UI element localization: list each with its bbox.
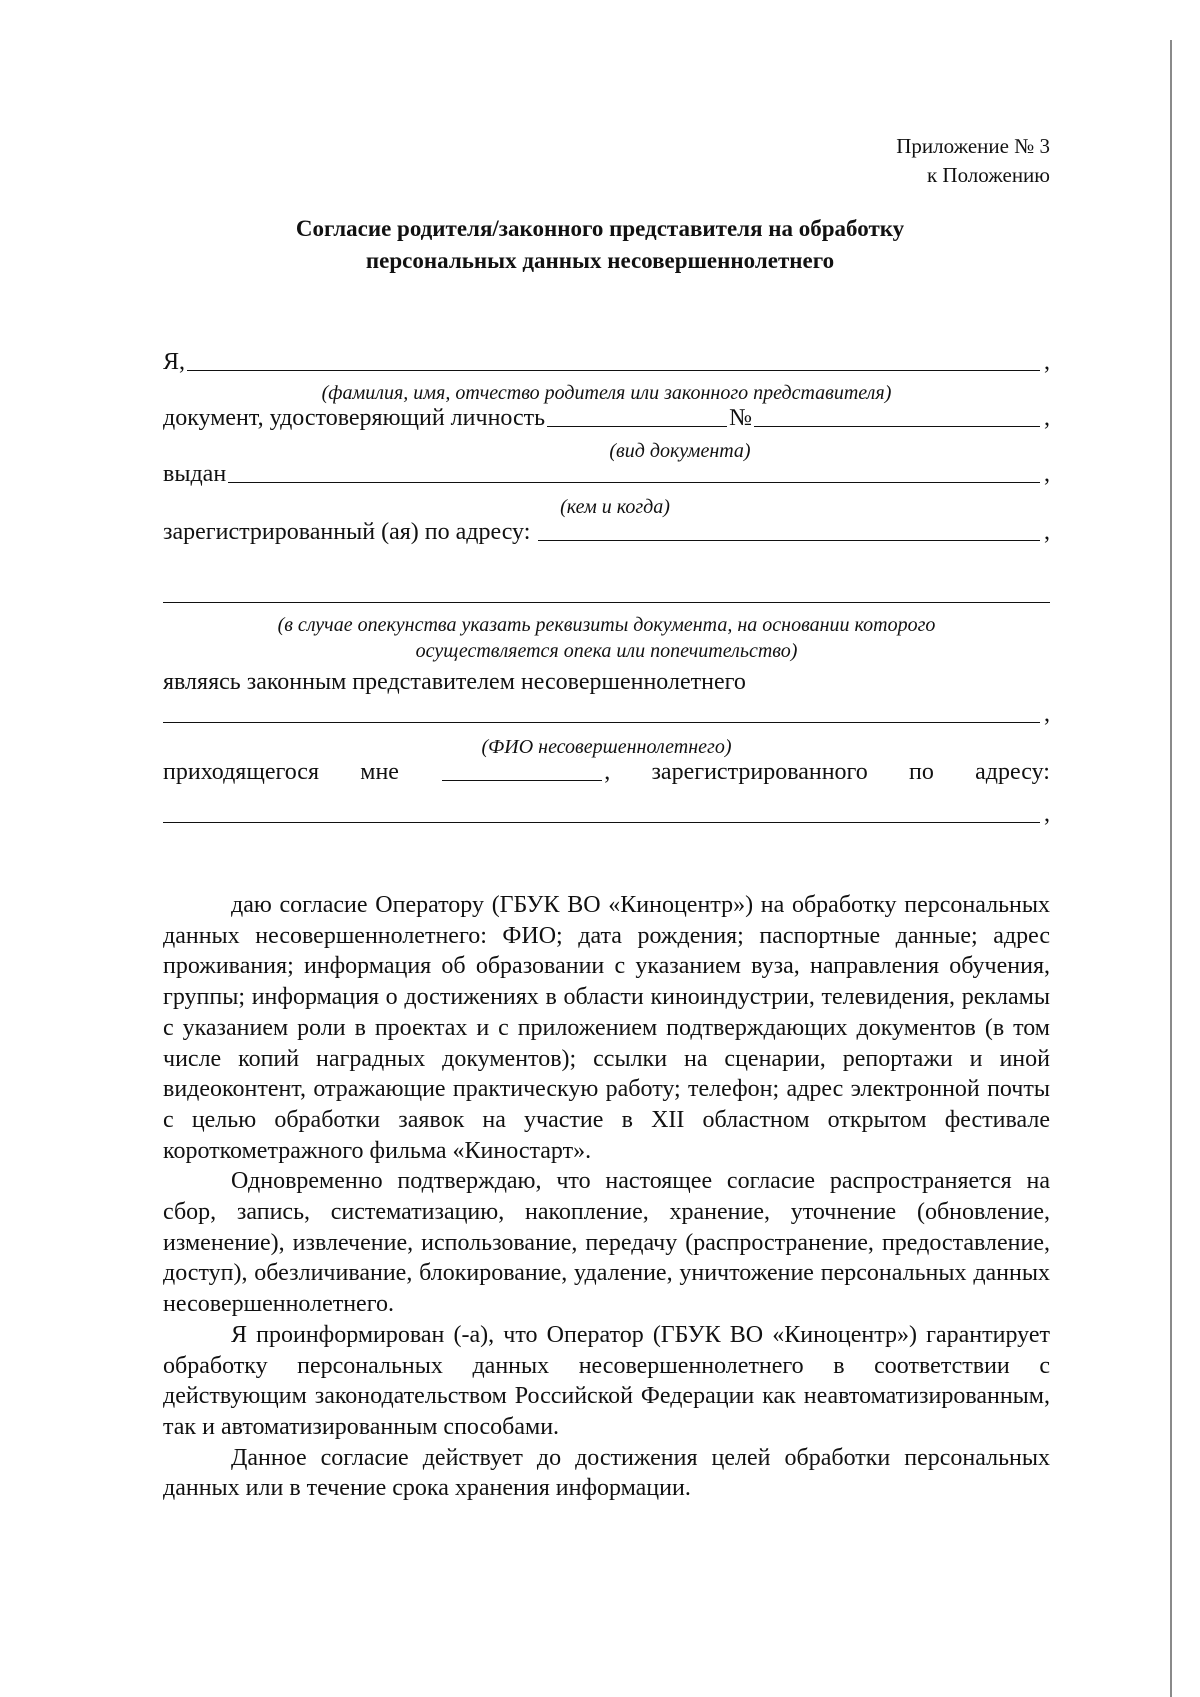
address-row xyxy=(163,518,1050,546)
issued-row xyxy=(163,460,1050,488)
comma: , xyxy=(1044,519,1050,545)
relation-word-1: приходящегося xyxy=(163,759,319,785)
relation-row xyxy=(163,758,1050,786)
minor-address-field[interactable] xyxy=(163,800,1040,823)
page-edge-line xyxy=(1170,40,1172,1697)
number-sign: № xyxy=(729,405,753,431)
comma: , xyxy=(1044,349,1050,375)
document-type-field[interactable] xyxy=(547,404,727,427)
title-line-2: персональных данных несовершеннолетнего xyxy=(365,248,835,273)
relation-word-2: мне xyxy=(360,759,399,785)
issued-note: (кем и когда) xyxy=(560,496,670,518)
minor-name-row xyxy=(163,700,1050,728)
document-number-field[interactable] xyxy=(754,404,1040,427)
title-line-1: Согласие родителя/законного представителя на обработку xyxy=(295,216,905,241)
address-label: зарегистрированный (ая) по адресу: xyxy=(163,519,531,545)
document-type-note: (вид документа) xyxy=(609,440,751,462)
minor-name-field[interactable] xyxy=(163,700,1040,723)
document-title xyxy=(150,213,1050,277)
legal-rep-line: являясь законным представителем несовершеннолетнего xyxy=(163,669,746,695)
consent-paragraph: Данное согласие действует до достижения целей обработки персональных данных или в течение срока хранения информации. xyxy=(163,1444,1050,1502)
minor-name-note: (ФИО несовершеннолетнего) xyxy=(481,736,732,758)
parent-name-note: (фамилия, имя, отчество родителя или законного представителя) xyxy=(321,382,892,404)
issued-field[interactable] xyxy=(228,460,1040,483)
comma: , xyxy=(1044,461,1050,487)
relation-word-4: по xyxy=(909,759,934,785)
relation-field[interactable] xyxy=(442,758,602,781)
consent-body xyxy=(163,890,1050,1504)
minor-address-row xyxy=(163,800,1050,828)
relation-word-3: зарегистрированного xyxy=(651,759,868,785)
comma: , xyxy=(1044,801,1050,827)
issued-label: выдан xyxy=(163,461,227,487)
address-field[interactable] xyxy=(538,518,1040,541)
guardianship-note xyxy=(163,612,1050,664)
i-label: Я, xyxy=(163,349,186,375)
document-row xyxy=(163,404,1050,432)
consent-paragraph: Я проинформирован (-а), что Оператор (ГБУК ВО «Киноцентр») гарантирует обработку персональных данных несовершеннолетнего в соответствии с действующим законодательством Российской Федерации как неавтоматизированным, так и автоматизированным способами. xyxy=(163,1321,1050,1440)
relation-blank-group xyxy=(440,758,610,786)
consent-paragraph: Одновременно подтверждаю, что настоящее согласие распространяется на сбор, запись, систематизацию, накопление, хранение, уточнение (обновление, изменение), извлечение, использование, передачу (распространение, предоставление, доступ), обезличивание, блокирование, удаление, уничтожение персональных данных несовершеннолетнего. xyxy=(163,1168,1050,1318)
parent-name-row xyxy=(163,348,1050,376)
appendix-reference: к Положению xyxy=(926,163,1050,187)
appendix-number: Приложение № 3 xyxy=(896,134,1050,158)
parent-name-field[interactable] xyxy=(187,348,1040,371)
document-label: документ, удостоверяющий личность xyxy=(163,405,546,431)
comma: , xyxy=(604,759,611,785)
guardianship-document-field[interactable] xyxy=(163,602,1050,603)
guardianship-note-line-1: (в случае опекунства указать реквизиты документа, на основании которого xyxy=(277,614,936,636)
consent-paragraph: даю согласие Оператору (ГБУК ВО «Киноцентр») на обработку персональных данных несовершеннолетнего: ФИО; дата рождения; паспортные данные; адрес проживания; информация об образовании с указанием вуза, направления обучения, группы; информация о достижениях в области киноиндустрии, телевидения, рекламы с указанием роли в проектах и с приложением подтверждающих документов (в том числе копий наградных документов); ссылки на сценарии, репортажи и иной видеоконтент, отражающие практическую работу; телефон; адрес электронной почты с целью обработки заявок на участие в XII областном открытом фестивале короткометражного фильма «Киностарт». xyxy=(163,892,1050,1164)
comma: , xyxy=(1044,701,1050,727)
appendix-header xyxy=(896,132,1050,190)
relation-word-5: адресу: xyxy=(975,759,1050,785)
guardianship-note-line-2: осуществляется опека или попечительство) xyxy=(415,640,798,662)
comma: , xyxy=(1044,405,1050,431)
